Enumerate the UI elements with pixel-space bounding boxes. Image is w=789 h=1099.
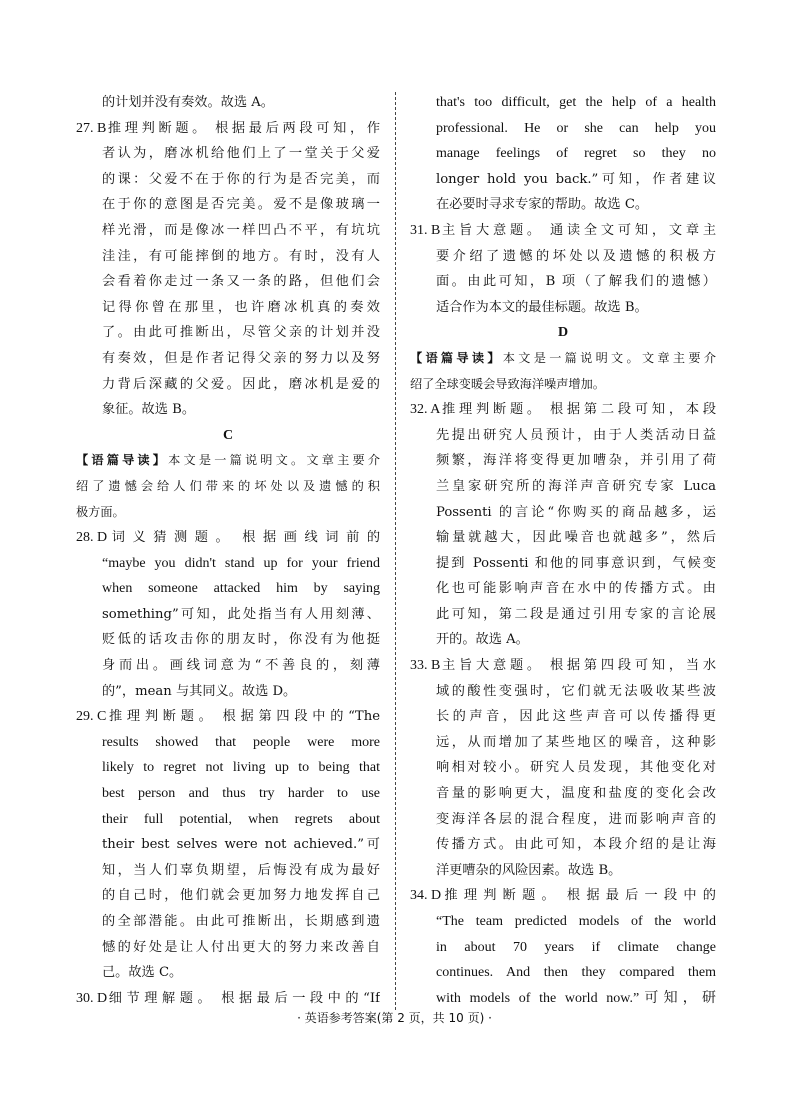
left-column (76, 90, 380, 1011)
text-line: 长的声音，因此这些声音可以传播得更 (436, 709, 716, 725)
guide-text: 极方面。 (76, 504, 125, 519)
text-line: 在必要时寻求专家的帮助。故选 C。 (436, 197, 649, 213)
text-line: 的计划并没有奏效。故选 A。 (102, 95, 274, 110)
text-line: best person and thus try harder to use (102, 786, 380, 802)
reading-guide-c (76, 448, 380, 525)
text-line: 的全部潜能。由此可推断出，长期感到遗 (102, 914, 380, 929)
guide-text: 本文是一篇说明文。文章主要介 (168, 453, 380, 468)
answer-30 (76, 986, 380, 1012)
text-line: 变海洋各层的混合程度，进而影响声音的 (436, 811, 716, 827)
text-line: 象征。故选 B。 (102, 402, 196, 418)
text-line: 洼洼，有可能摔倒的地方。有时，没有人 (102, 248, 380, 264)
text-line: that's too difficult, get the help of a health (436, 95, 716, 110)
question-number: 33. B (410, 658, 441, 674)
text-line: 提到 Possenti 和他的同事意识到，气候变 (436, 555, 716, 571)
text-line: 力背后深藏的父爱。因此，磨冰机是爱的 (102, 376, 380, 392)
right-column (410, 90, 716, 1011)
text-line: 根据最后一段中的 (566, 888, 716, 904)
text-line: continues. And then they compared them (436, 965, 716, 981)
question-type: 主旨大意题。 (442, 658, 544, 674)
text-line: manage feelings of regret so they no (436, 146, 716, 162)
text-line: 域的酸性变强时，它们就无法吸收某些波 (436, 683, 716, 699)
question-type: 推理判断题。 (444, 888, 561, 904)
question-type: 推理判断题。 (442, 402, 544, 418)
text-line: 响相对较小。研究人员发现，其他变化对 (436, 760, 716, 776)
question-number: 27. B (76, 120, 107, 136)
text-line: 知，当人们辜负期望，后悔没有成为最好 (102, 862, 380, 878)
answer-33 (410, 653, 716, 883)
question-number: 32. A (410, 402, 441, 418)
text-line: 传播方式。由此可知，本段介绍的是让海 (436, 837, 716, 853)
answer-32 (410, 397, 716, 653)
text-line: 此可知，第二段是通过引用专家的言论展 (436, 606, 716, 622)
text-line: 频繁，海洋将变得更加嘈杂，并引用了荷 (436, 453, 716, 469)
text-line: 远，从而增加了某些地区的噪音，这种影 (436, 734, 716, 750)
text-line: when someone attacked him by saying (102, 581, 380, 597)
text-line: 记得你曾在那里，也许磨冰机真的奏效 (102, 299, 380, 315)
reading-guide-d (410, 346, 716, 397)
question-number: 28. D (76, 530, 108, 546)
text-line: 根据最后两段可知，作 (215, 120, 380, 136)
answer-30-continued (410, 90, 716, 218)
text-line: 者认为，磨冰机给他们上了一堂关于父爱 (102, 146, 380, 162)
text-line: 根据画线词前的 (242, 530, 380, 546)
text-line: 会看着你走过一条又一条的路，但他们会 (102, 274, 380, 290)
text-line: 开的。故选 A。 (436, 632, 529, 648)
text-line: 的”，mean 与其同义。故选 D。 (102, 683, 297, 699)
question-type: 词义猜测题。 (111, 530, 237, 546)
section-heading-c: C (222, 427, 234, 443)
text-line: in about 70 years if climate change (436, 939, 716, 955)
text-line: 根据第四段可知，当水 (549, 658, 716, 674)
text-line: 了。由此可推断出，尽管父亲的计划并没 (102, 325, 380, 341)
answer-29 (76, 704, 380, 986)
column-divider (395, 92, 396, 1010)
answer-34 (410, 883, 716, 1011)
text-line: 先提出研究人员预计，由于人类活动日益 (436, 427, 716, 443)
answer-31 (410, 218, 716, 320)
text-line: 兰皇家研究所的海洋声音研究专家 Luca (436, 478, 716, 494)
text-line: 身而出。画线词意为“不善良的，刻薄 (102, 658, 380, 674)
text-line: longer hold you back.”可知，作者建议 (436, 171, 716, 187)
text-line: “maybe you didn't stand up for your friend (102, 555, 380, 571)
text-line: 化也可能影响声音在水中的传播方式。由 (436, 581, 716, 597)
text-line: 根据第二段可知，本段 (549, 402, 716, 418)
text-line: 面。由此可知，B 项（了解我们的遗憾） (436, 274, 716, 290)
text-line: 通读全文可知，文章主 (549, 222, 716, 238)
text-line: likely to regret not living up to being that (102, 760, 380, 776)
question-number: 31. B (410, 222, 441, 238)
text-line: “The team predicted models of the world (436, 914, 716, 929)
text-line: with models of the world now.”可知，研 (436, 990, 716, 1006)
question-number: 30. D (76, 990, 108, 1006)
text-line: results showed that people were more (102, 734, 380, 750)
guide-text: 绍了遗憾会给人们带来的坏处以及遗憾的积 (76, 478, 380, 493)
text-line: 的课：父爱不在于你的行为是否完美，而 (102, 171, 380, 187)
question-type: 推理判断题。 (107, 120, 210, 136)
guide-text: 绍了全球变暖会导致海洋噪声增加。 (410, 376, 605, 391)
text-line: 贬低的话攻击你的朋友时，你没有为他挺 (102, 632, 380, 648)
text-line: Possenti 的言论“你购买的商品越多，运 (436, 504, 716, 520)
guide-tag: 【语篇导读】 (76, 453, 169, 468)
text-line: 音量的影响更大，温度和盐度的变化会改 (436, 786, 716, 802)
text-line: their full potential, when regrets about (102, 811, 380, 827)
text-line: 根据最后一段中的“If (221, 990, 380, 1006)
question-type: 推理判断题。 (108, 709, 217, 725)
answer-28 (76, 525, 380, 704)
text-line: something”可知，此处指当有人用刻薄、 (102, 606, 380, 622)
text-line: 要介绍了遗憾的坏处以及遗憾的积极方 (436, 248, 716, 264)
guide-text: 本文是一篇说明文。文章主要介 (502, 350, 716, 365)
text-line: their best selves were not achieved.”可 (102, 837, 380, 853)
text-line: 根据第四段中的“The (222, 709, 380, 725)
text-line: 憾的好处是让人付出更大的努力来改善自 (102, 939, 380, 955)
question-type: 细节理解题。 (108, 990, 216, 1006)
page-footer: · 英语参考答案(第 2 页，共 10 页) · (297, 1011, 492, 1025)
text-line: 的自己时，他们就会更加努力地发挥自己 (102, 888, 380, 904)
text-line: 己。故选 C。 (102, 965, 183, 981)
text-line: 样光滑，而是像冰一样凹凸不平，有坑坑 (102, 222, 380, 238)
text-line: professional. He or she can help you (436, 120, 716, 136)
question-number: 29. C (76, 709, 107, 725)
answer-27 (76, 116, 380, 423)
text-line: 有奏效，但是作者记得父亲的努力以及努 (102, 350, 380, 366)
question-number: 34. D (410, 888, 442, 904)
guide-tag: 【语篇导读】 (410, 350, 503, 365)
question-type: 主旨大意题。 (442, 222, 544, 238)
text-line: 适合作为本文的最佳标题。故选 B。 (436, 299, 648, 315)
text-line: 输量就越大，因此噪音也就越多”，然后 (436, 530, 716, 546)
text-line: 在于你的意图是否完美。爱不是像玻璃一 (102, 197, 380, 213)
text-line: 洋更嘈杂的风险因素。故选 B。 (436, 862, 622, 878)
section-heading-d: D (557, 325, 569, 341)
